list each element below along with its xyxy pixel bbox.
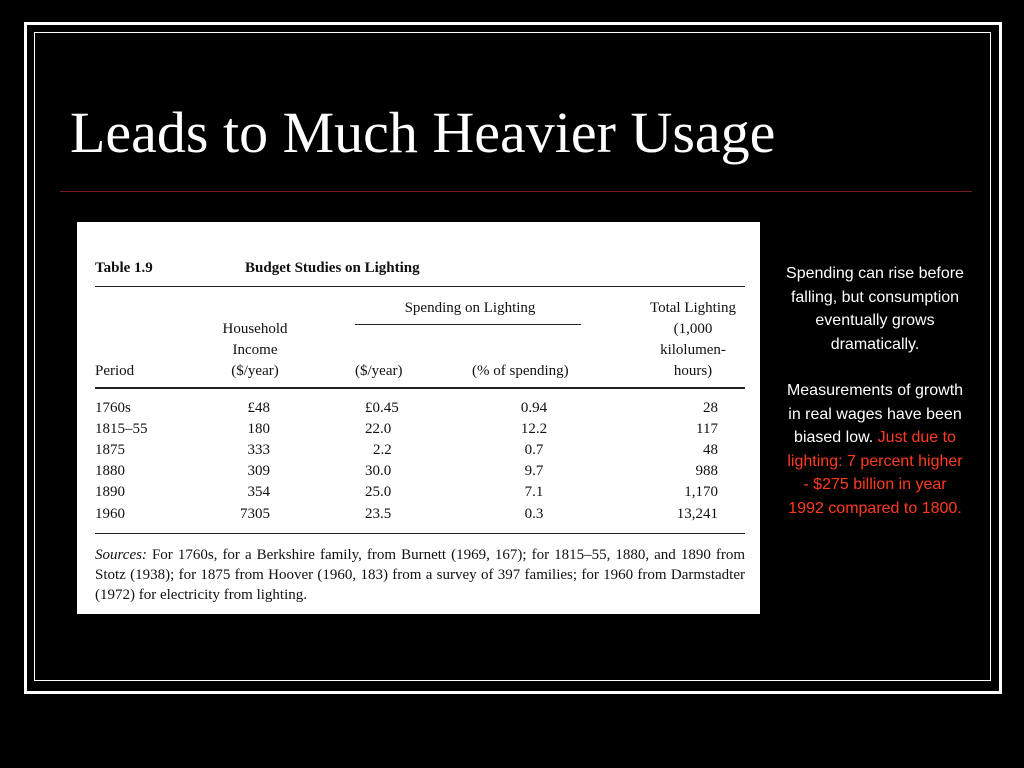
table-cell: 9.7 bbox=[524, 463, 544, 479]
table-cell: £48 bbox=[247, 400, 270, 416]
table-top-rule bbox=[95, 286, 745, 287]
table-cell: 1760s bbox=[95, 400, 131, 416]
table-cell: 0.7 bbox=[524, 442, 544, 458]
table-cell: 7305 bbox=[240, 506, 270, 522]
header-pct: (% of spending) bbox=[472, 363, 569, 379]
table-cell: 12.2 bbox=[520, 421, 548, 437]
table-cell: 0.94 bbox=[520, 400, 548, 416]
table-bottom-rule bbox=[95, 533, 745, 534]
table-cell: 1815–55 bbox=[95, 421, 148, 437]
table-cell: 7.1 bbox=[524, 484, 544, 500]
header-bottom-rule bbox=[95, 387, 745, 389]
table-cell: 13,241 bbox=[676, 506, 718, 522]
table-cell: 117 bbox=[696, 421, 718, 437]
sources-label: Sources: bbox=[95, 547, 147, 563]
table-number: Table 1.9 bbox=[95, 260, 153, 276]
side-paragraph-2 bbox=[785, 379, 965, 520]
side-paragraph-1: Spending can rise before falling, but consumption eventually grows dramatically. bbox=[786, 265, 964, 353]
table-cell: 0.3 bbox=[524, 506, 544, 522]
side-commentary bbox=[785, 262, 965, 543]
spending-group-rule bbox=[355, 324, 581, 325]
header-spending-group: Spending on Lighting bbox=[404, 300, 536, 316]
table-cell: 988 bbox=[695, 463, 718, 479]
table-sources bbox=[95, 545, 745, 605]
table-cell: 23.5 bbox=[365, 506, 392, 522]
table-image-panel bbox=[77, 222, 760, 614]
header-period: Period bbox=[95, 363, 135, 379]
table-cell: 30.0 bbox=[365, 463, 392, 479]
table-cell: 28 bbox=[703, 400, 718, 416]
table-cell: 354 bbox=[247, 484, 270, 500]
header-income: Household Income ($/year) bbox=[222, 321, 288, 379]
table-cell: 22.0 bbox=[365, 421, 392, 437]
table-cell: 1875 bbox=[95, 442, 125, 458]
table-cell: £0.45 bbox=[365, 400, 399, 416]
table-cell: 48 bbox=[703, 442, 718, 458]
table-cell: 1890 bbox=[95, 484, 125, 500]
table-cell: 1880 bbox=[95, 463, 125, 479]
table-cell: 309 bbox=[247, 463, 270, 479]
table-cell: 25.0 bbox=[365, 484, 392, 500]
title-divider bbox=[60, 191, 972, 192]
header-usd: ($/year) bbox=[355, 363, 403, 379]
side-paragraph-2-white: Measurements of growth in real wages have been biased low. bbox=[786, 382, 964, 446]
header-total-lighting: Total Lighting (1,000 kilolumen- hours) bbox=[649, 300, 737, 379]
side-paragraph-2-highlight: Just due to lighting: 7 percent higher - $275 billion in year 1992 compared to 1800. bbox=[787, 429, 963, 517]
table-cell: 2.2 bbox=[373, 442, 392, 458]
slide-title: Leads to Much Heavier Usage bbox=[70, 100, 776, 165]
table-cell: 1960 bbox=[95, 506, 125, 522]
table-cell: 333 bbox=[247, 442, 270, 458]
sources-text: For 1760s, for a Berkshire family, from Burnett (1969, 167); for 1815–55, 1880, and 1890 from Stotz (1938); for 1875 from Hoover (1960, 183) from a survey of 397 families; for 1960 from Darmstadter (1972) for electricity from lighting. bbox=[95, 547, 746, 603]
table-cell: 1,170 bbox=[684, 484, 718, 500]
table-cell: 180 bbox=[247, 421, 270, 437]
table-name: Budget Studies on Lighting bbox=[245, 260, 420, 276]
